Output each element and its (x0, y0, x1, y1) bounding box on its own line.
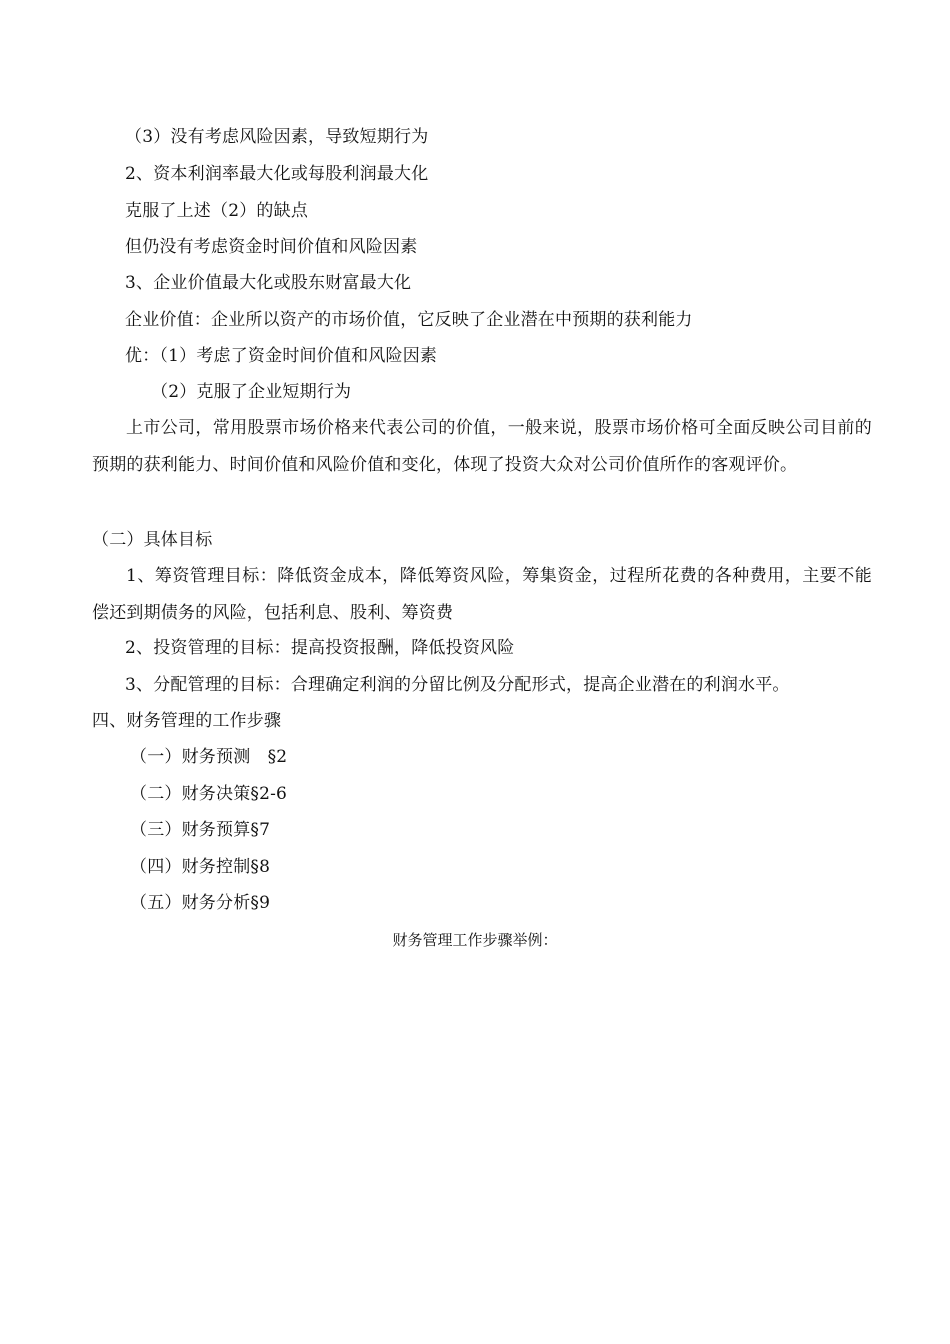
heading-work-steps: 四、财务管理的工作步骤 (92, 711, 282, 731)
text-line-still-no-risk: 但仍没有考虑资金时间价值和风险因素 (125, 237, 418, 257)
step-control: （四）财务控制§8 (130, 857, 271, 877)
paragraph-listed-company (92, 410, 872, 484)
text-line-profit-rate-max: 2、资本利润率最大化或每股利润最大化 (125, 164, 429, 184)
step-forecast: （一）财务预测 §2 (130, 747, 288, 767)
caption-work-steps-example: 财务管理工作步骤举例： (392, 931, 558, 949)
section-specific-goals: （二）具体目标 (92, 530, 213, 550)
paragraph-financing-goal-text: 1、筹资管理目标：降低资金成本，降低筹资风险，筹集资金，过程所花费的各种费用，主要不能偿还到期债务的风险，包括利息、股利、筹资费 (92, 566, 872, 623)
text-line-enterprise-value-max: 3、企业价值最大化或股东财富最大化 (125, 273, 412, 293)
text-line-enterprise-value-definition: 企业价值：企业所以资产的市场价值，它反映了企业潜在中预期的获利能力 (125, 310, 693, 330)
step-decision: （二）财务决策§2-6 (130, 784, 288, 804)
text-line-distribution-goal: 3、分配管理的目标：合理确定利润的分留比例及分配形式，提高企业潜在的利润水平。 (125, 675, 790, 695)
step-budget: （三）财务预算§7 (130, 820, 271, 840)
text-line-investment-goal: 2、投资管理的目标：提高投资报酬，降低投资风险 (125, 638, 515, 658)
text-line-overcome-defect: 克服了上述（2）的缺点 (125, 201, 309, 221)
paragraph-listed-company-text: 上市公司，常用股票市场价格来代表公司的价值，一般来说，股票市场价格可全面反映公司目前的预期的获利能力、时间价值和风险价值和变化，体现了投资大众对公司价值所作的客观评价。 (92, 418, 872, 475)
paragraph-financing-goal (92, 558, 872, 632)
text-line-no-risk: （3）没有考虑风险因素，导致短期行为 (125, 127, 429, 147)
text-line-advantage-2: （2）克服了企业短期行为 (151, 382, 352, 402)
step-analysis: （五）财务分析§9 (130, 893, 271, 913)
text-line-advantage-1: 优：（1）考虑了资金时间价值和风险因素 (125, 346, 438, 366)
